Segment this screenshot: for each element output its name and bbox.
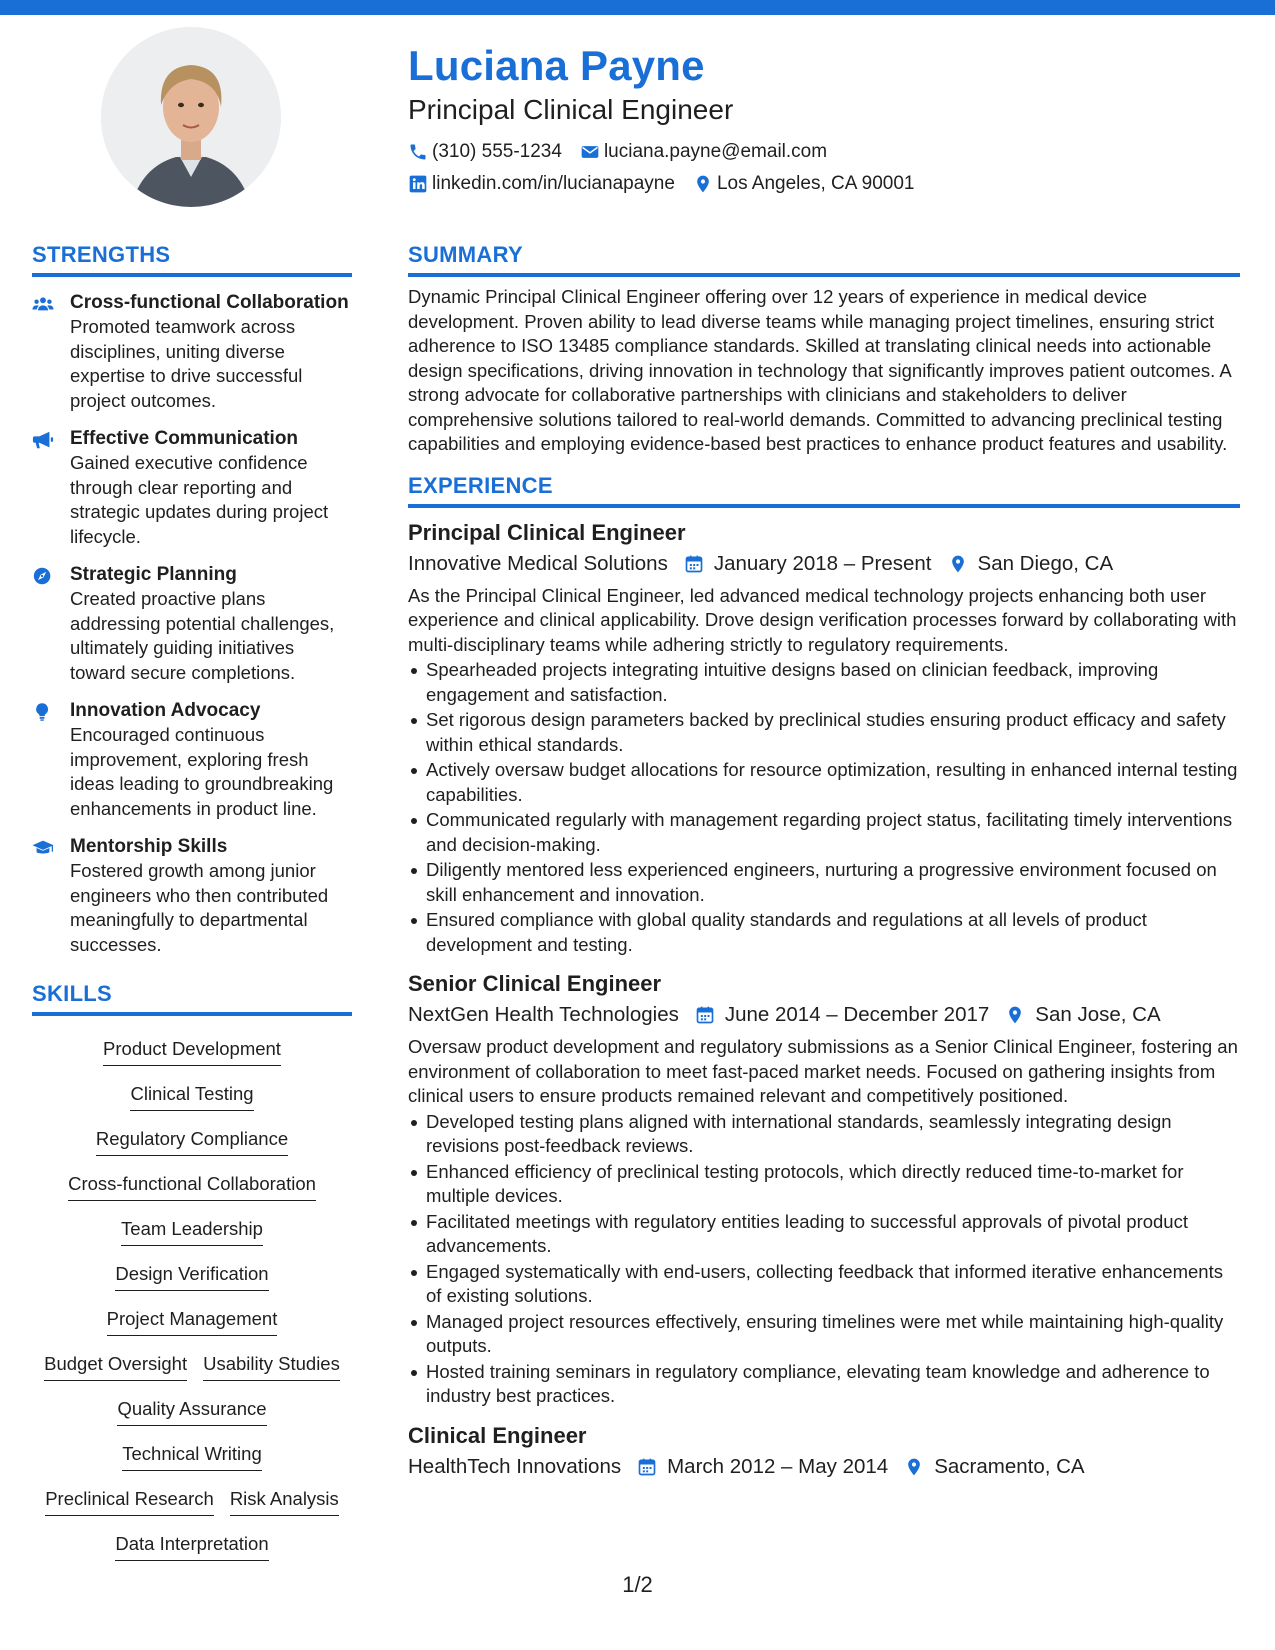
bullet-item: Enhanced efficiency of preclinical testing protocols, which directly reduced time-to-market for multiple devices. bbox=[408, 1160, 1240, 1209]
bullet-item: Spearheaded projects integrating intuitive designs based on clinician feedback, improving engagement and satisfaction. bbox=[408, 658, 1240, 707]
job-location bbox=[904, 1451, 1084, 1483]
job-entry bbox=[408, 969, 1240, 1409]
strength-title: Mentorship Skills bbox=[70, 836, 228, 857]
summary-heading: SUMMARY bbox=[408, 240, 1240, 277]
job-title: Principal Clinical Engineer bbox=[408, 519, 686, 545]
top-accent-bar bbox=[0, 0, 1275, 15]
skill-tag: Design Verification bbox=[115, 1262, 268, 1291]
strength-title: Innovation Advocacy bbox=[70, 700, 261, 721]
job-dates bbox=[684, 548, 932, 580]
bullet-item: Set rigorous design parameters backed by preclinical studies ensuring product efficacy and safety within ethical standards. bbox=[408, 708, 1240, 757]
calendar-icon bbox=[684, 554, 704, 574]
calendar-icon bbox=[695, 1005, 715, 1025]
users-icon bbox=[32, 294, 54, 314]
bullet-item: Diligently mentored less experienced engineers, nurturing a progressive environment focused on skill enhancement and innovation. bbox=[408, 858, 1240, 907]
avatar bbox=[101, 27, 281, 207]
skill-tag: Quality Assurance bbox=[117, 1397, 266, 1426]
experience-heading: EXPERIENCE bbox=[408, 471, 1240, 508]
lightbulb-icon bbox=[32, 702, 54, 722]
contact-info bbox=[408, 136, 1248, 200]
job-location-text: San Jose, CA bbox=[1035, 1003, 1161, 1026]
job-meta bbox=[408, 548, 1240, 580]
profile-photo bbox=[101, 27, 281, 207]
company-name: NextGen Health Technologies bbox=[408, 1003, 679, 1026]
map-pin-icon bbox=[693, 174, 713, 194]
bullet-item: Developed testing plans aligned with international standards, seamlessly integrating design revisions post-feedback reviews. bbox=[408, 1110, 1240, 1159]
megaphone-icon bbox=[32, 430, 54, 450]
strength-text: Fostered growth among junior engineers who then contributed meaningfully to departmental successes. bbox=[70, 860, 329, 955]
page-number: 1/2 bbox=[622, 1572, 653, 1597]
bullet-item: Actively oversaw budget allocations for resource optimization, resulting in enhanced internal testing capabilities. bbox=[408, 758, 1240, 807]
strength-item bbox=[32, 291, 352, 413]
strength-item bbox=[32, 563, 352, 685]
strength-item bbox=[32, 835, 352, 957]
phone-text: (310) 555-1234 bbox=[432, 141, 562, 162]
bullet-item: Communicated regularly with management regarding project status, facilitating timely interventions and decision-making. bbox=[408, 808, 1240, 857]
linkedin-contact[interactable] bbox=[408, 168, 675, 200]
bullet-item: Ensured compliance with global quality standards and regulations at all levels of product development and testing. bbox=[408, 908, 1240, 957]
job-bullets bbox=[408, 658, 1240, 957]
location-text: Los Angeles, CA 90001 bbox=[716, 173, 915, 194]
skill-tag: Preclinical Research bbox=[45, 1487, 214, 1516]
job-meta bbox=[408, 999, 1240, 1031]
map-pin-icon bbox=[1005, 1005, 1025, 1025]
strength-text: Promoted teamwork across disciplines, uniting diverse expertise to drive successful project outcomes. bbox=[70, 316, 303, 411]
map-pin-icon bbox=[904, 1457, 924, 1477]
job-dates-text: June 2014 – December 2017 bbox=[724, 1003, 990, 1026]
strength-item bbox=[32, 699, 352, 821]
bullet-item: Managed project resources effectively, ensuring timelines were met while maintaining high-quality outputs. bbox=[408, 1310, 1240, 1359]
skill-tag: Product Development bbox=[103, 1037, 281, 1066]
job-description: As the Principal Clinical Engineer, led advanced medical technology projects enhancing both user experience and clinical applicability. Drove design verification processes forward by collaborating with multi-disciplinary teams while adhering strictly to regulatory requirements. bbox=[408, 584, 1237, 655]
job-title: Senior Clinical Engineer bbox=[408, 971, 662, 996]
right-column bbox=[408, 240, 1240, 1483]
skill-tag: Risk Analysis bbox=[230, 1487, 339, 1516]
skills-list bbox=[32, 1028, 352, 1568]
phone-contact[interactable] bbox=[408, 136, 562, 168]
skill-tag: Budget Oversight bbox=[44, 1352, 187, 1381]
linkedin-icon bbox=[408, 174, 428, 194]
header bbox=[408, 40, 1248, 200]
skill-tag: Project Management bbox=[107, 1307, 278, 1336]
strength-title: Effective Communication bbox=[70, 428, 299, 449]
skill-tag: Regulatory Compliance bbox=[96, 1127, 288, 1156]
skill-tag: Team Leadership bbox=[121, 1217, 263, 1246]
company-name: HealthTech Innovations bbox=[408, 1454, 622, 1478]
job-entry bbox=[408, 1421, 1240, 1483]
calendar-icon bbox=[637, 1457, 657, 1477]
bullet-item: Hosted training seminars in regulatory compliance, elevating team knowledge and adherence to industry best practices. bbox=[408, 1360, 1240, 1409]
job-title: Clinical Engineer bbox=[408, 1422, 587, 1448]
map-pin-icon bbox=[948, 554, 968, 574]
job-dates-text: January 2018 – Present bbox=[713, 551, 932, 575]
phone-icon bbox=[408, 142, 428, 162]
bullet-item: Facilitated meetings with regulatory entities leading to successful approvals of pivotal product advancements. bbox=[408, 1210, 1240, 1259]
skill-tag: Technical Writing bbox=[122, 1442, 262, 1471]
skill-tag: Data Interpretation bbox=[115, 1532, 268, 1561]
skill-tag: Cross-functional Collaboration bbox=[68, 1172, 316, 1201]
linkedin-text: linkedin.com/in/lucianapayne bbox=[432, 173, 675, 194]
job-location-text: Sacramento, CA bbox=[934, 1454, 1085, 1478]
left-column bbox=[32, 240, 352, 1568]
graduation-cap-icon bbox=[32, 838, 54, 858]
strength-text: Encouraged continuous improvement, exploring fresh ideas leading to groundbreaking enhancements in product line. bbox=[70, 724, 334, 819]
job-dates bbox=[695, 999, 989, 1031]
job-location bbox=[948, 548, 1114, 580]
strength-text: Created proactive plans addressing potential challenges, ultimately guiding initiatives toward secure completions. bbox=[70, 588, 335, 683]
strength-title: Strategic Planning bbox=[70, 564, 237, 585]
job-location bbox=[1005, 999, 1160, 1031]
job-entry bbox=[408, 518, 1240, 958]
strengths-heading: STRENGTHS bbox=[32, 240, 352, 277]
job-dates-text: March 2012 – May 2014 bbox=[667, 1454, 889, 1478]
email-text: luciana.payne@email.com bbox=[603, 141, 828, 162]
company-name: Innovative Medical Solutions bbox=[408, 551, 668, 575]
job-location-text: San Diego, CA bbox=[977, 551, 1114, 575]
compass-icon bbox=[32, 566, 54, 586]
strength-item bbox=[32, 427, 352, 549]
candidate-name: Luciana Payne bbox=[408, 42, 705, 89]
bullet-item: Engaged systematically with end-users, collecting feedback that informed iterative enhancements of existing solutions. bbox=[408, 1260, 1240, 1309]
envelope-icon bbox=[580, 142, 600, 162]
skills-heading: SKILLS bbox=[32, 979, 352, 1016]
job-bullets bbox=[408, 1110, 1240, 1409]
strength-title: Cross-functional Collaboration bbox=[70, 292, 349, 313]
candidate-title: Principal Clinical Engineer bbox=[408, 94, 734, 125]
skill-tag: Clinical Testing bbox=[130, 1082, 253, 1111]
skill-tag: Usability Studies bbox=[203, 1352, 340, 1381]
job-meta bbox=[408, 1451, 1240, 1483]
location-contact bbox=[693, 168, 915, 200]
email-contact[interactable] bbox=[580, 136, 827, 168]
job-description: Oversaw product development and regulatory submissions as a Senior Clinical Engineer, fostering an environment of collaboration to meet fast-paced market needs. Focused on gathering insights from clinical users to ensure products remained relevant and competitively positioned. bbox=[408, 1036, 1238, 1106]
strength-text: Gained executive confidence through clear reporting and strategic updates during project lifecycle. bbox=[70, 452, 329, 547]
summary-text: Dynamic Principal Clinical Engineer offering over 12 years of experience in medical device development. Proven ability to lead diverse teams while managing project timelines, ensuring strict adherence to ISO 13485 compliance standards. Skilled at translating clinical needs into actionable design specifications, driving innovation in technology that significantly improves patient outcomes. A strong advocate for collaborative partnerships with clinicians and stakeholders to deliver comprehensive solutions tailored to real-world demands. Committed to advancing preclinical testing capabilities and employing evidence-based best practices to enhance product features and usability. bbox=[408, 286, 1231, 454]
job-dates bbox=[637, 1451, 888, 1483]
